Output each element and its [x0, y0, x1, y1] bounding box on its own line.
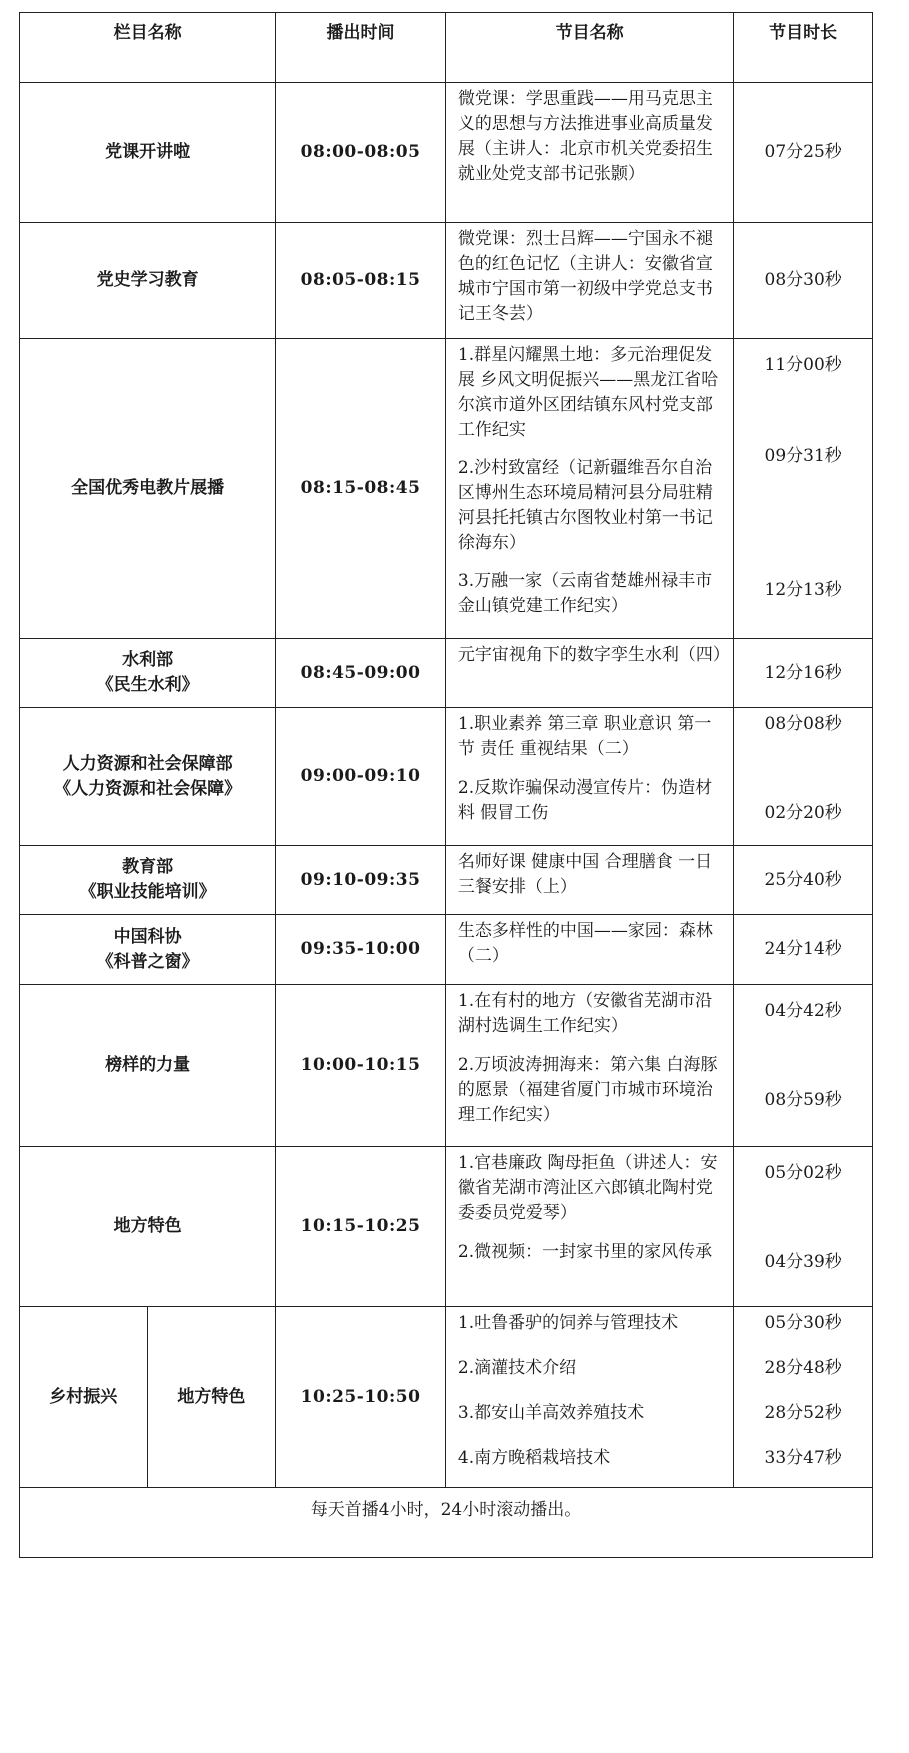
- column-dept: 水利部: [122, 650, 174, 670]
- program-cell: [445, 1147, 733, 1307]
- column-name: [20, 915, 276, 985]
- air-time: 09:00-09:10: [276, 708, 446, 846]
- header-duration: 节目时长: [734, 13, 873, 83]
- footer-note: 每天首播4小时，24小时滚动播出。: [20, 1488, 873, 1558]
- duration: 05分02秒: [764, 1163, 842, 1183]
- footer-row: [20, 1488, 873, 1558]
- duration: 08分30秒: [764, 270, 842, 290]
- duration: 28分52秒: [764, 1403, 842, 1423]
- program-title: 元宇宙视角下的数字孪生水利（四）: [457, 645, 730, 665]
- duration: 25分40秒: [764, 869, 842, 890]
- air-time: 09:10-09:35: [276, 846, 446, 915]
- column-name: [20, 708, 276, 846]
- column-name: 党课开讲啦: [20, 83, 276, 223]
- program-title: 1.官巷廉政 陶母拒鱼（讲述人：安徽省芜湖市湾沚区六郎镇北陶村党委委员党爱琴）: [457, 1153, 718, 1223]
- column-name: [20, 639, 276, 708]
- duration-cell: [734, 1147, 873, 1307]
- duration: 05分30秒: [764, 1313, 842, 1333]
- duration: 02分20秒: [764, 803, 842, 823]
- table-row: [20, 915, 873, 985]
- duration: 28分48秒: [764, 1358, 842, 1378]
- program-cell: [445, 708, 733, 846]
- program-cell: [445, 985, 733, 1147]
- column-name: 乡村振兴: [20, 1307, 148, 1488]
- duration: 33分47秒: [764, 1448, 842, 1468]
- program-title: 2.滴灌技术介绍: [457, 1358, 577, 1378]
- program-title: 2.微视频：一封家书里的家风传承: [457, 1242, 713, 1262]
- column-dept: 中国科协: [113, 926, 182, 947]
- program-cell: [445, 1307, 733, 1488]
- column-dept: 人力资源和社会保障部: [62, 753, 233, 774]
- column-program: 《科普之窗》: [96, 951, 199, 972]
- program-cell: [445, 223, 733, 339]
- program-title: 3.都安山羊高效养殖技术: [457, 1403, 645, 1423]
- program-title: 4.南方晚稻栽培技术: [457, 1448, 611, 1468]
- program-title: 1.在有村的地方（安徽省芜湖市沿湖村选调生工作纪实）: [457, 991, 713, 1036]
- air-time: 08:45-09:00: [276, 639, 446, 708]
- program-title: 名师好课 健康中国 合理膳食 一日三餐安排（上）: [457, 852, 713, 897]
- program-title: 1.群星闪耀黑土地：多元治理促发展 乡风文明促振兴——黑龙江省哈尔滨市道外区团结镇东风村党支部工作纪实: [457, 345, 719, 440]
- duration: 04分39秒: [764, 1252, 842, 1272]
- program-cell: [445, 846, 733, 915]
- duration: 07分25秒: [764, 142, 842, 162]
- program-cell: [445, 339, 733, 639]
- air-time: 09:35-10:00: [276, 915, 446, 985]
- column-name: [20, 846, 276, 915]
- schedule-table: [19, 12, 873, 1558]
- program-title: 2.反欺诈骗保动漫宣传片：伪造材料 假冒工伤: [457, 778, 713, 823]
- program-title: 1.吐鲁番驴的饲养与管理技术: [457, 1313, 679, 1333]
- air-time: 10:15-10:25: [276, 1147, 446, 1307]
- column-subname: 地方特色: [147, 1307, 276, 1488]
- duration-cell: [734, 708, 873, 846]
- duration: 24分14秒: [764, 939, 842, 959]
- program-title: 微党课：烈士吕辉——宁国永不褪色的红色记忆（主讲人：安徽省宣城市宁国市第一初级中学党总支书记王冬芸）: [457, 229, 713, 324]
- program-cell: [445, 83, 733, 223]
- program-title: 2.沙村致富经（记新疆维吾尔自治区博州生态环境局精河县分局驻精河县托托镇古尔图牧业村第一书记徐海东）: [457, 458, 713, 553]
- program-cell: [445, 915, 733, 985]
- program-title: 3.万融一家（云南省楚雄州禄丰市金山镇党建工作纪实）: [457, 571, 713, 616]
- program-title: 2.万顷波涛拥海来：第六集 白海豚的愿景（福建省厦门市城市环境治理工作纪实）: [457, 1055, 718, 1125]
- table-row: [20, 223, 873, 339]
- table-row: [20, 339, 873, 639]
- duration: 12分13秒: [764, 580, 842, 600]
- duration-cell: [734, 915, 873, 985]
- column-name: 地方特色: [20, 1147, 276, 1307]
- duration-cell: [734, 1307, 873, 1488]
- program-title: 1.职业素养 第三章 职业意识 第一节 责任 重视结果（二）: [457, 714, 712, 759]
- duration-cell: [734, 223, 873, 339]
- table-row: [20, 708, 873, 846]
- program-title: 生态多样性的中国——家园：森林（二）: [457, 921, 713, 966]
- duration: 08分59秒: [764, 1090, 842, 1110]
- header-air-time: 播出时间: [276, 13, 446, 83]
- duration: 11分00秒: [764, 355, 842, 375]
- table-row: [20, 639, 873, 708]
- air-time: 08:15-08:45: [276, 339, 446, 639]
- air-time: 08:05-08:15: [276, 223, 446, 339]
- column-program: 《人力资源和社会保障》: [54, 778, 242, 799]
- table-row: [20, 83, 873, 223]
- table-row: [20, 985, 873, 1147]
- duration: 09分31秒: [764, 446, 842, 466]
- program-cell: [445, 639, 733, 708]
- header-row: [20, 13, 873, 83]
- air-time: 10:00-10:15: [276, 985, 446, 1147]
- table-row: [20, 1147, 873, 1307]
- column-name: 榜样的力量: [20, 985, 276, 1147]
- table-row: [20, 846, 873, 915]
- air-time: 10:25-10:50: [276, 1307, 446, 1488]
- column-name: 全国优秀电教片展播: [20, 339, 276, 639]
- header-program-name: 节目名称: [445, 13, 733, 83]
- duration-cell: [734, 83, 873, 223]
- duration-cell: [734, 846, 873, 915]
- duration-cell: [734, 639, 873, 708]
- column-name: 党史学习教育: [20, 223, 276, 339]
- table-row: [20, 1307, 873, 1488]
- column-dept: 教育部: [122, 857, 174, 877]
- duration: 12分16秒: [764, 662, 842, 683]
- duration-cell: [734, 985, 873, 1147]
- duration-cell: [734, 339, 873, 639]
- column-program: 《民生水利》: [96, 675, 199, 695]
- duration: 04分42秒: [764, 1001, 842, 1021]
- program-title: 微党课：学思重践——用马克思主义的思想与方法推进事业高质量发展（主讲人：北京市机关党委招生就业处党支部书记张颢）: [457, 89, 713, 184]
- air-time: 08:00-08:05: [276, 83, 446, 223]
- duration: 08分08秒: [764, 714, 842, 734]
- header-column-name: 栏目名称: [20, 13, 276, 83]
- column-program: 《职业技能培训》: [79, 882, 216, 902]
